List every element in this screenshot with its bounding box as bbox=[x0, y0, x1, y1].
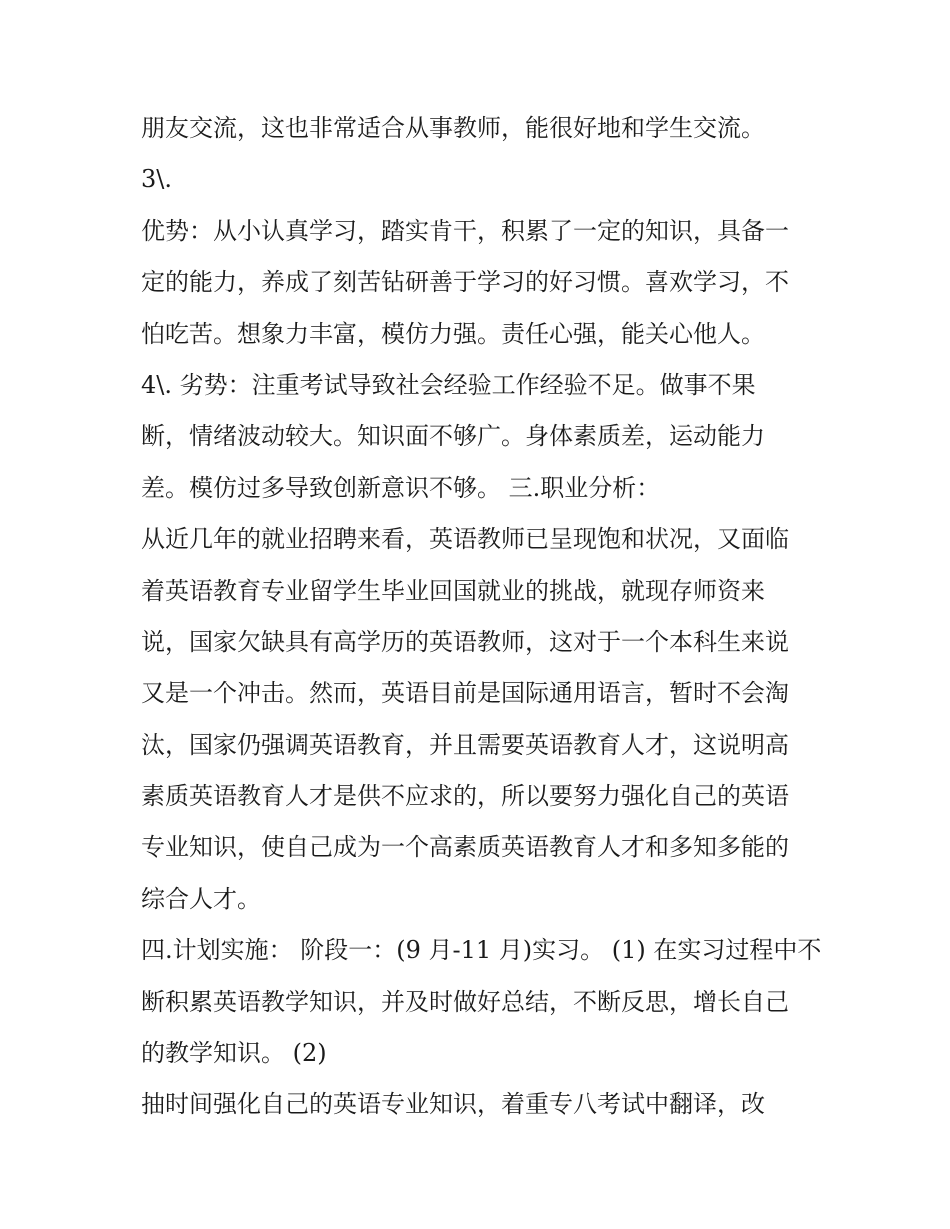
text-line: 朋友交流，这也非常适合从事教师，能很好地和学生交流。 bbox=[141, 114, 765, 142]
text-line: 抽时间强化自己的英语专业知识，着重专八考试中翻译，改 bbox=[141, 1090, 765, 1119]
text-line: 专业知识，使自己成为一个高素质英语教育人才和多知多能的 bbox=[141, 833, 789, 862]
text-line: 怕吃苦。想象力丰富，模仿力强。责任心强，能关心他人。 bbox=[141, 319, 765, 348]
text-line: 断积累英语教学知识，并及时做好总结，不断反思，增长自己 bbox=[141, 987, 789, 1016]
text-line: 4\. 劣势：注重考试导致社会经验工作经验不足。做事不果 bbox=[141, 370, 756, 399]
text-line: 差。模仿过多导致创新意识不够。 三.职业分析： bbox=[141, 473, 661, 502]
text-line: 优势：从小认真学习，踏实肯干，积累了一定的知识，具备一 bbox=[141, 216, 789, 245]
text-line: 定的能力，养成了刻苦钻研善于学习的好习惯。喜欢学习，不 bbox=[141, 268, 789, 297]
document-body bbox=[141, 103, 821, 1131]
text-line: 的教学知识。 (2) bbox=[141, 1039, 327, 1068]
text-line: 着英语教育专业留学生毕业回国就业的挑战，就现存师资来 bbox=[141, 576, 765, 605]
text-line: 从近几年的就业招聘来看，英语教师已呈现饱和状况，又面临 bbox=[141, 525, 789, 554]
text-line: 又是一个冲击。然而，英语目前是国际通用语言，暂时不会淘 bbox=[141, 679, 789, 708]
text-line: 说，国家欠缺具有高学历的英语教师，这对于一个本科生来说 bbox=[141, 627, 789, 656]
text-line: 断，情绪波动较大。知识面不够广。身体素质差，运动能力 bbox=[141, 422, 765, 451]
text-line: 3\. bbox=[141, 165, 172, 194]
text-line: 综合人才。 bbox=[141, 884, 261, 913]
text-line: 四.计划实施： 阶段一：(9 月-11 月)实习。 (1) 在实习过程中不 bbox=[141, 936, 822, 965]
text-line: 汰，国家仍强调英语教育，并且需要英语教育人才，这说明高 bbox=[141, 730, 789, 759]
text-line: 素质英语教育人才是供不应求的，所以要努力强化自己的英语 bbox=[141, 782, 789, 811]
